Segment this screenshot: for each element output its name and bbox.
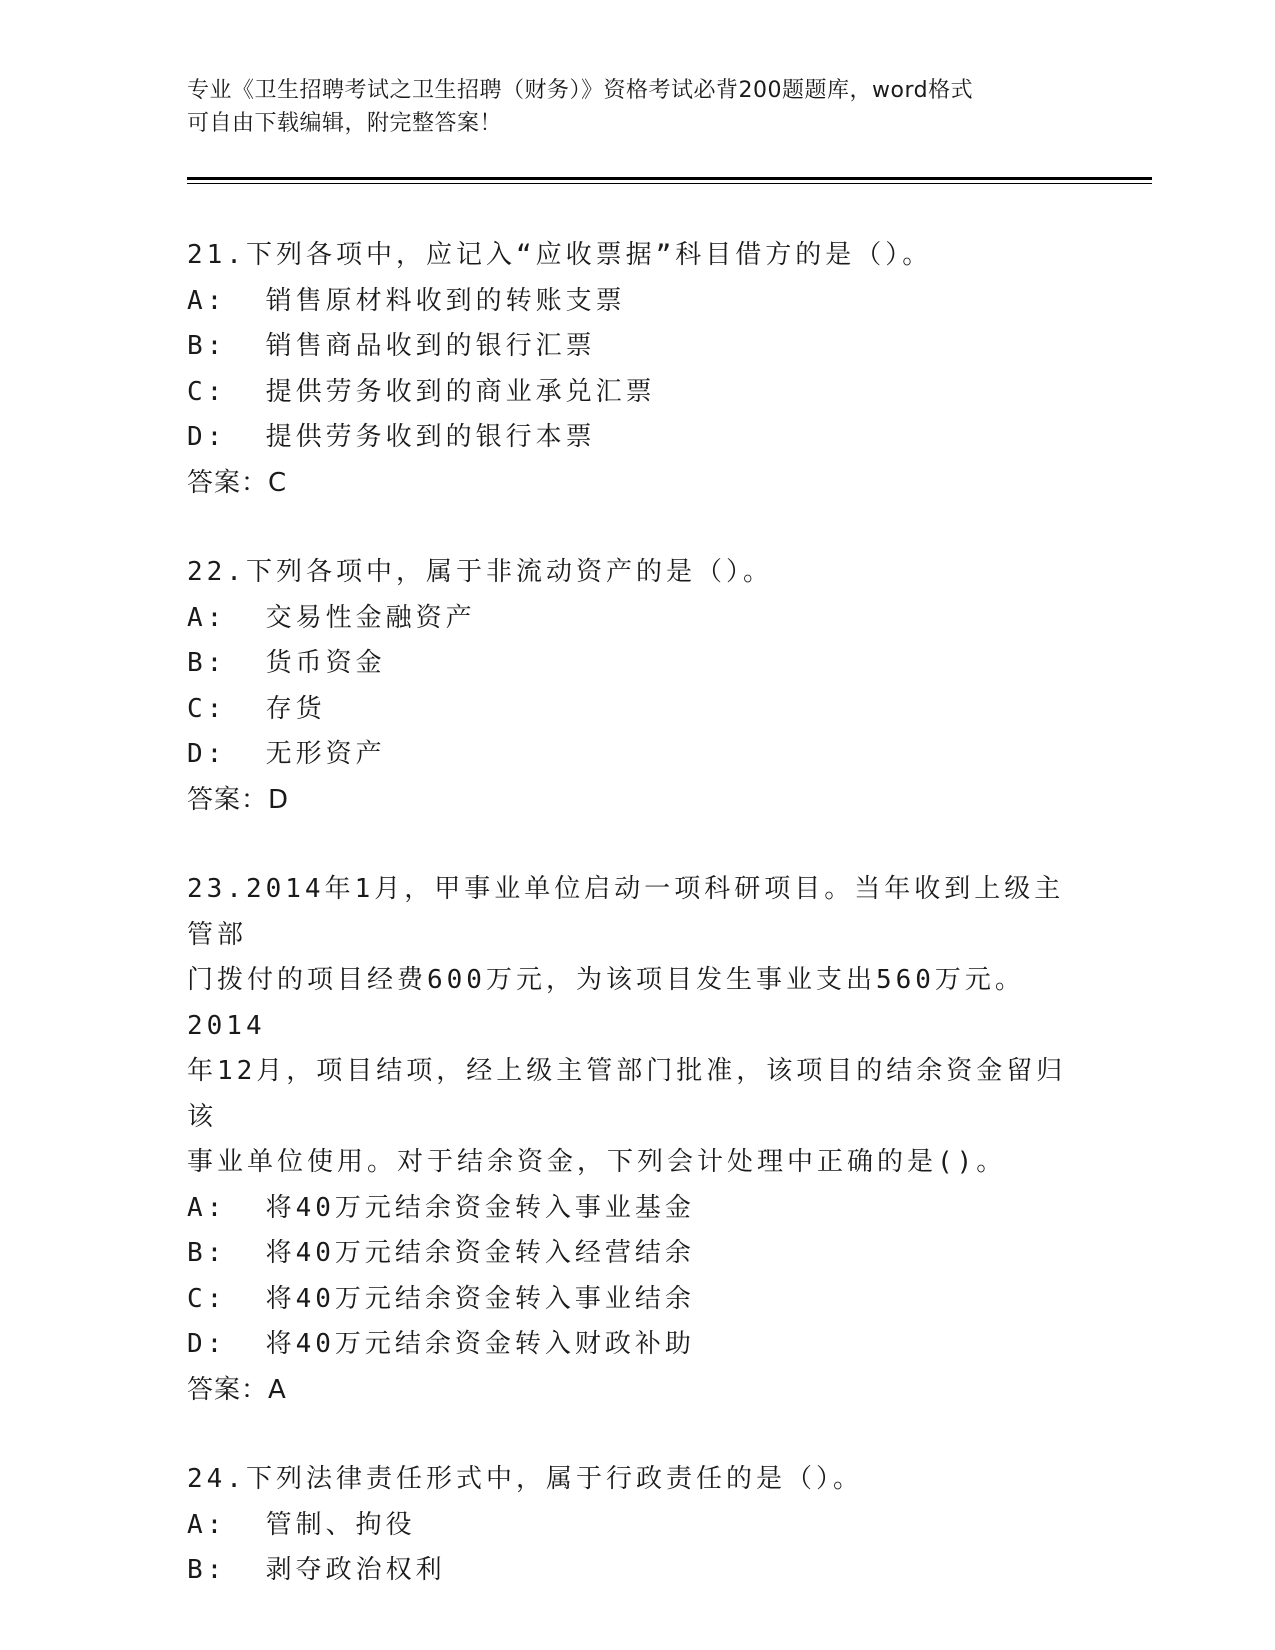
option-d: D: 将40万元结余资金转入财政补助 (187, 1329, 695, 1359)
option-c: C: 将40万元结余资金转入事业结余 (187, 1283, 695, 1314)
question-22 (187, 550, 1087, 823)
header-title-line-2: 可自由下载编辑，附完整答案！ (187, 111, 503, 136)
option-a: A: 交易性金融资产 (187, 602, 476, 633)
question-list (187, 233, 1087, 1638)
question-23 (187, 867, 1087, 1413)
option-b: B: 剥夺政治权利 (187, 1555, 446, 1585)
header-title-line-1: 专业《卫生招聘考试之卫生招聘（财务）》资格考试必背200题题库，word格式 (187, 78, 974, 103)
option-b: B: 将40万元结余资金转入经营结余 (187, 1238, 695, 1268)
option-b: B: 销售商品收到的银行汇票 (187, 331, 596, 361)
question-stem: 21.下列各项中，应记入“应收票据”科目借方的是（）。 (187, 240, 933, 270)
answer-label: 答案：D (187, 784, 290, 815)
option-c: C: 提供劳务收到的商业承兑汇票 (187, 376, 656, 407)
option-b: B: 货币资金 (187, 648, 386, 678)
header-divider-thin (187, 183, 1152, 184)
option-d: D: 提供劳务收到的银行本票 (187, 422, 596, 452)
option-a: A: 销售原材料收到的转账支票 (187, 285, 626, 316)
option-a: A: 管制、拘役 (187, 1509, 416, 1540)
answer-label: 答案：A (187, 1374, 287, 1405)
question-24 (187, 1457, 1087, 1594)
answer-label: 答案：C (187, 467, 288, 498)
option-c: C: 存货 (187, 693, 326, 724)
question-stem-line-3: 年12月，项目结项，经上级主管部门批准，该项目的结余资金留归该 (187, 1056, 1067, 1132)
question-stem: 22.下列各项中，属于非流动资产的是（）。 (187, 557, 773, 587)
question-21 (187, 233, 1087, 506)
question-stem-line-1: 23.2014年1月，甲事业单位启动一项科研项目。当年收到上级主管部 (187, 874, 1065, 950)
document-header (187, 74, 1087, 140)
header-divider-thick (187, 177, 1152, 180)
question-stem-line-4: 事业单位使用。对于结余资金，下列会计处理中正确的是()。 (187, 1147, 1007, 1177)
question-stem-line-2: 门拨付的项目经费600万元，为该项目发生事业支出560万元。2014 (187, 965, 1025, 1041)
option-a: A: 将40万元结余资金转入事业基金 (187, 1192, 695, 1223)
option-d: D: 无形资产 (187, 739, 386, 769)
question-stem: 24.下列法律责任形式中，属于行政责任的是（）。 (187, 1464, 863, 1494)
